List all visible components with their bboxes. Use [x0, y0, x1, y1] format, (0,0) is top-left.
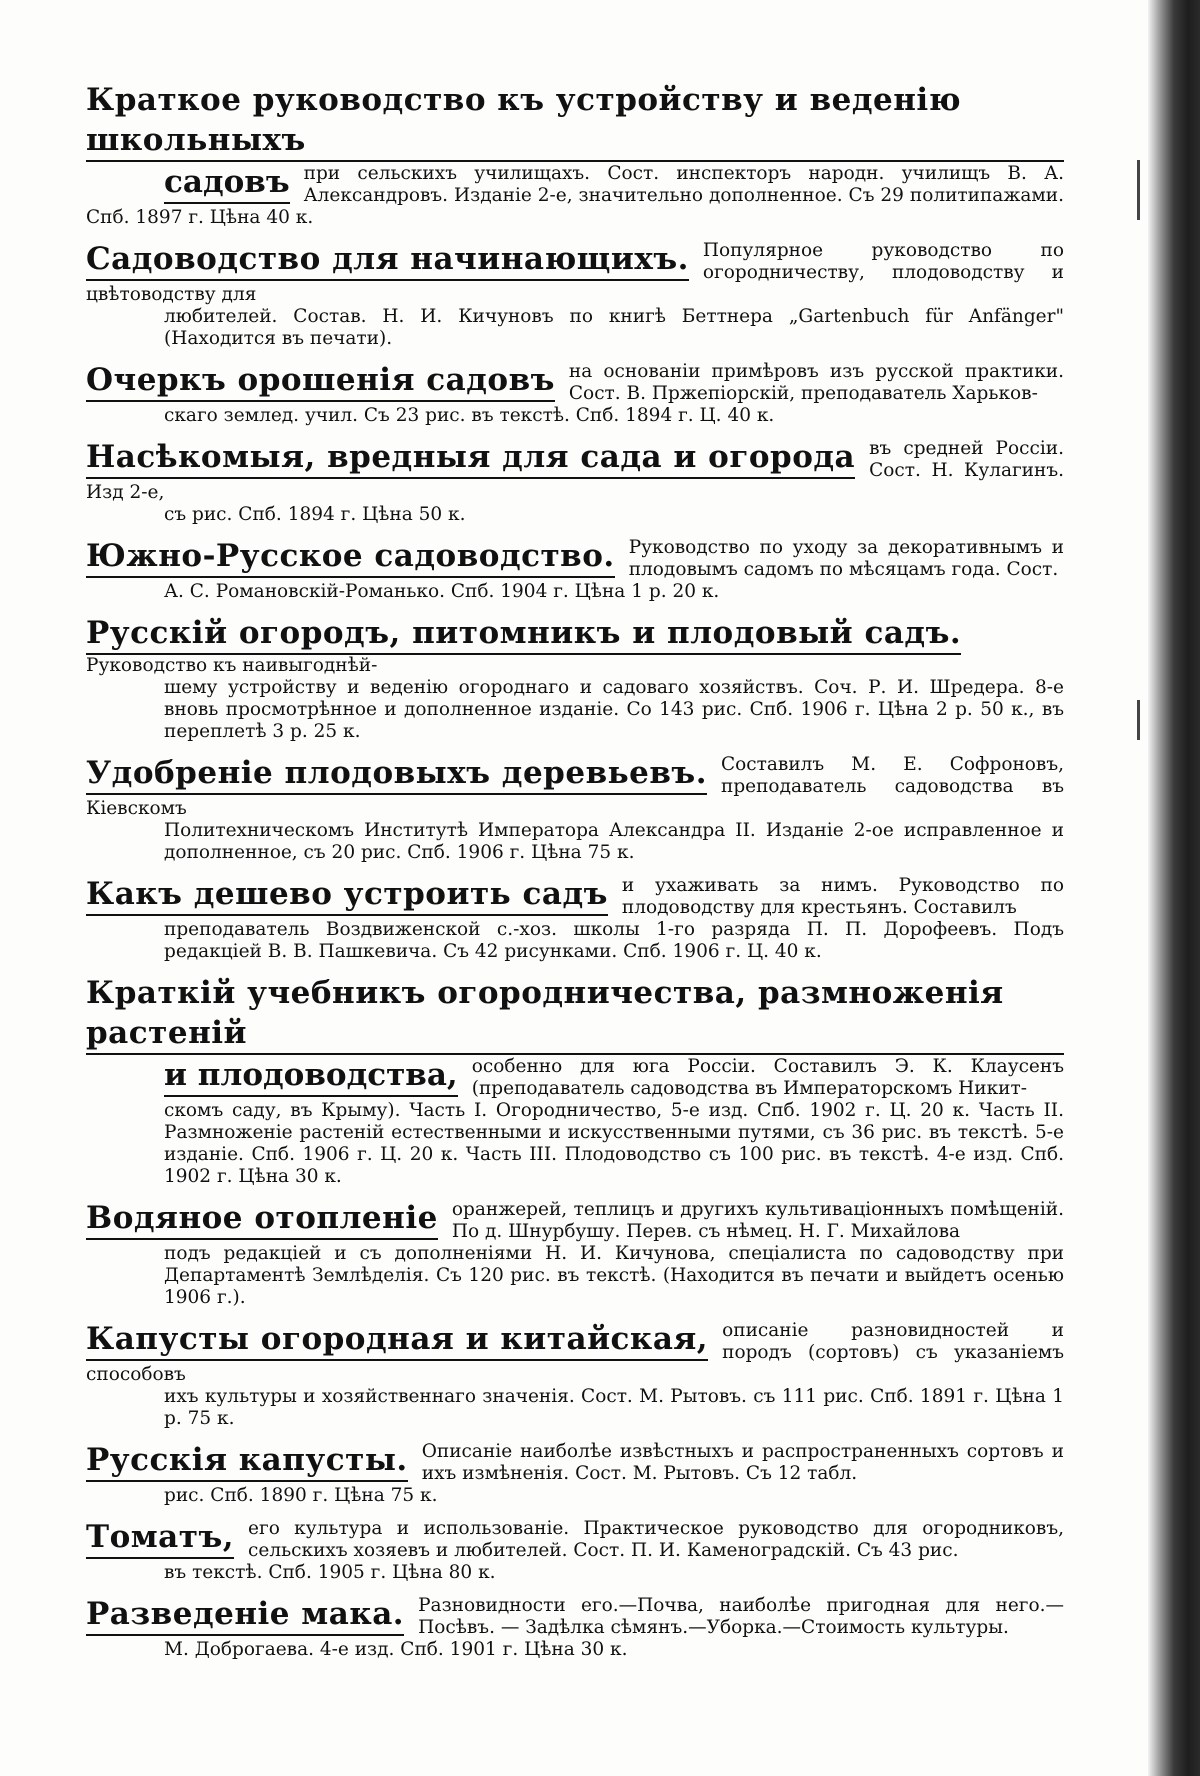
entry-title: Садоводство для начинающихъ. — [86, 239, 689, 281]
edge-mark — [1137, 160, 1140, 220]
entry-description: на основаніи примѣровъ изъ русской практики. Сост. В. Пржепіорскій, преподаватель Харьков- — [568, 361, 1064, 404]
catalog-entry — [86, 437, 1064, 526]
entry-description: при сельскихъ училищахъ. Сост. инспекторъ народн. училищъ В. А. Александровъ. Изданіе 2-е, значительно дополненное. Съ 29 политипажами. Спб. 1897 г. Цѣна 40 к. — [86, 163, 1064, 228]
entry-title: Водяное отопленіе — [86, 1198, 438, 1240]
entry-continuation: Политехническомъ Институтѣ Императора Александра II. Изданіе 2-ое исправленное и дополненное, съ 20 рис. Спб. 1906 г. Цѣна 75 к. — [164, 820, 1064, 863]
entry-title: Разведеніе мака. — [86, 1594, 404, 1636]
entry-description: его культура и использованіе. Практическое руководство для огородниковъ, сельскихъ хозяевъ и любителей. Сост. П. И. Каменоградскій. Съ 43 рис. — [248, 1518, 1064, 1561]
entry-title: Очеркъ орошенія садовъ — [86, 360, 555, 402]
catalog-entry — [86, 536, 1064, 603]
entry-title: Краткій учебникъ огородничества, размноженія растеній — [86, 973, 1064, 1055]
page-edge-shadow — [1148, 0, 1200, 1776]
catalog-entry — [86, 1517, 1064, 1584]
entry-description: Руководство по уходу за декоративнымъ и плодовымъ садомъ по мѣсяцамъ года. Сост. — [628, 537, 1064, 580]
entry-title: Какъ дешево устроить садъ — [86, 874, 608, 916]
catalog-entry — [86, 613, 1064, 743]
entry-title: Томатъ, — [86, 1517, 234, 1559]
catalog-entry — [86, 239, 1064, 350]
entry-continuation: любителей. Состав. Н. И. Кичуновъ по книгѣ Беттнера „Gartenbuch für Anfänger" (Находится въ печати). — [164, 306, 1064, 349]
entry-title: Насѣкомыя, вредныя для сада и огорода — [86, 437, 855, 479]
entry-description: и ухаживать за нимъ. Руководство по плодоводству для крестьянъ. Составилъ — [621, 875, 1064, 918]
catalog-entry — [86, 1319, 1064, 1430]
entry-continuation: скаго землед. учил. Съ 23 рис. въ текстѣ. Спб. 1894 г. Ц. 40 к. — [164, 405, 775, 426]
entry-description: Популярное руководство по огородничеству, плодоводству и цвѣтоводству для — [86, 240, 1064, 305]
catalog-entry — [86, 1594, 1064, 1661]
entry-continuation: подъ редакціей и съ дополненіями Н. И. Кичунова, спеціалиста по садоводству при Департаментѣ Землѣделія. Съ 120 рис. въ текстѣ. (Находится въ печати и выйдетъ осенью 1906 г.). — [164, 1243, 1064, 1308]
entry-continuation: М. Доброгаева. 4-е изд. Спб. 1901 г. Цѣна 30 к. — [164, 1639, 628, 1660]
entry-subtitle: садовъ — [164, 162, 290, 204]
entry-description: оранжерей, теплицъ и другихъ культиваціонныхъ помѣщеній. По д. Шнурбушу. Перев. съ нѣмец. Н. Г. Михайлова — [451, 1199, 1064, 1242]
catalog-entry — [86, 753, 1064, 864]
entry-title: Русскія капусты. — [86, 1440, 408, 1482]
edge-mark — [1137, 700, 1140, 740]
entry-continuation: преподаватель Воздвиженской с.-хоз. школы 1-го разряда П. П. Дорофеевъ. Подъ редакціей В. В. Пашкевича. Съ 42 рисунками. Спб. 1906 г. Ц. 40 к. — [164, 919, 1064, 962]
entry-continuation: въ текстѣ. Спб. 1905 г. Цѣна 80 к. — [164, 1562, 496, 1583]
entry-continuation: ихъ культуры и хозяйственнаго значенія. Сост. М. Рытовъ. съ 111 рис. Спб. 1891 г. Цѣна 1 р. 75 к. — [164, 1386, 1064, 1429]
entry-description: въ средней Россіи. Сост. Н. Кулагинъ. Изд 2-е, — [86, 438, 1064, 503]
catalog-entry — [86, 1440, 1064, 1507]
entry-description: особенно для юга Россіи. Составилъ Э. К. Клаусенъ (преподаватель садоводства въ Императорскомъ Никит- — [471, 1056, 1064, 1099]
entry-continuation: рис. Спб. 1890 г. Цѣна 75 к. — [164, 1485, 438, 1506]
catalog-entry — [86, 973, 1064, 1188]
entry-title: Краткое руководство къ устройству и веденію школьныхъ — [86, 80, 1064, 162]
entry-title: Русскій огородъ, питомникъ и плодовый садъ. — [86, 613, 961, 655]
entry-description: Составилъ М. Е. Софроновъ, преподаватель садоводства въ Кіевскомъ — [86, 754, 1064, 819]
entry-description: описаніе разновидностей и породъ (сортовъ) съ указаніемъ способовъ — [86, 1320, 1064, 1385]
catalog-entry — [86, 1198, 1064, 1309]
entry-title: Удобреніе плодовыхъ деревьевъ. — [86, 753, 707, 795]
entry-continuation: шему устройству и веденію огороднаго и садоваго хозяйствъ. Соч. Р. И. Шредера. 8-е вновь просмотрѣнное и дополненное изданіе. Со 143 рис. Спб. 1906 г. Цѣна 2 р. 50 к., въ переплетѣ 3 р. 25 к. — [164, 677, 1064, 742]
entry-subtitle: и плодоводства, — [164, 1055, 458, 1097]
catalog-entry — [86, 360, 1064, 427]
entry-title: Южно-Русское садоводство. — [86, 536, 615, 578]
entry-description: Руководство къ наивыгоднѣй- — [86, 655, 378, 676]
entry-description: Описаніе наиболѣе извѣстныхъ и распространенныхъ сортовъ и ихъ измѣненія. Сост. М. Рытовъ. Съ 12 табл. — [421, 1441, 1064, 1484]
entry-description: Разновидности его.—Почва, наиболѣе пригодная для него.—Посѣвъ. — Задѣлка сѣмянъ.—Уборка.—Стоимость культуры. — [418, 1595, 1064, 1638]
entry-title: Капусты огородная и китайская, — [86, 1319, 708, 1361]
entry-continuation: съ рис. Спб. 1894 г. Цѣна 50 к. — [164, 504, 466, 525]
catalog-list — [86, 80, 1064, 1671]
entry-continuation: А. С. Романовскій-Романько. Спб. 1904 г. Цѣна 1 р. 20 к. — [164, 581, 720, 602]
catalog-entry — [86, 80, 1064, 229]
catalog-entry — [86, 874, 1064, 963]
entry-continuation: скомъ саду, въ Крыму). Часть I. Огородничество, 5-е изд. Спб. 1902 г. Ц. 20 к. Часть II. Размноженіе растеній естественными и искусственными путями, съ 36 рис. въ текстѣ. 5-е изданіе. Спб. 1906 г. Ц. 20 к. Часть III. Плодоводство съ 100 рис. въ текстѣ. 4-е изд. Спб. 1902 г. Цѣна 30 к. — [164, 1100, 1064, 1187]
